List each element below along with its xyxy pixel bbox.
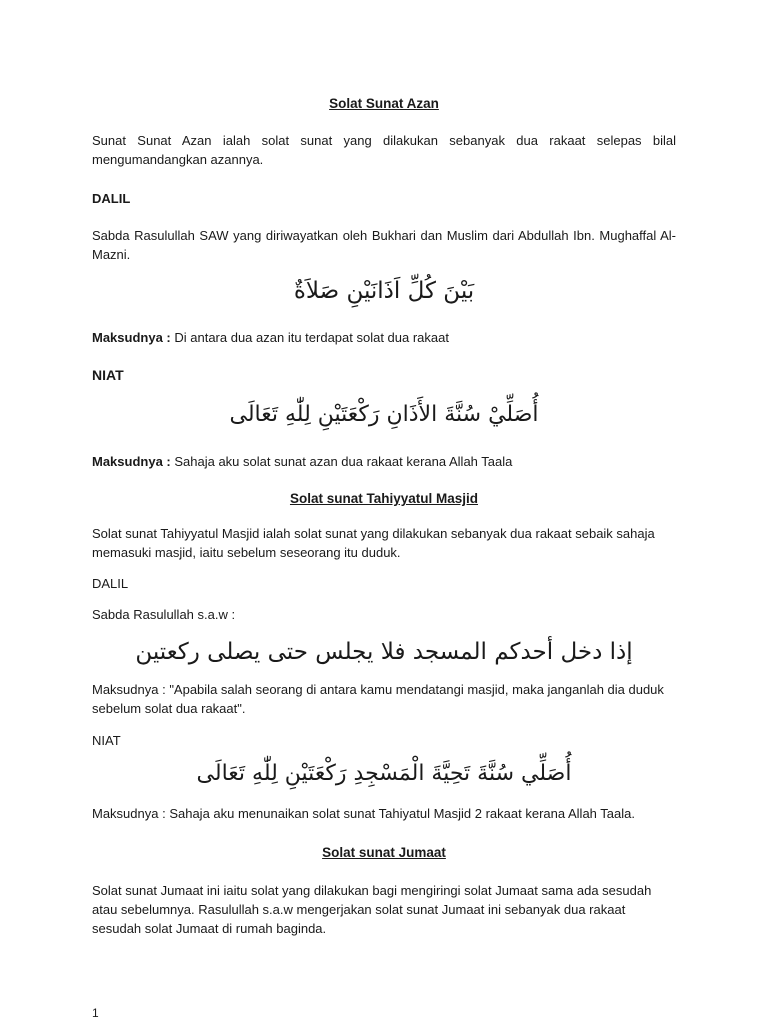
azan-hadith-arabic: بَيْنَ كُلِّ اَذَانَيْنِ صَلاَةٌ	[293, 278, 475, 304]
tahiyyatul-niat-meaning	[92, 804, 676, 823]
tahiyyatul-hadith-arabic: إذا دخل أحدكم المسجد فلا يجلس حتى يصلى ركعتين	[135, 639, 633, 665]
azan-niat-arabic: أُصَلِّيْ سُنَّةَ الأَذَانِ رَكْعَتَيْنِ لِلّٰهِ تَعَالَى	[229, 402, 539, 427]
section-title-tahiyyatul-masjid: Solat sunat Tahiyyatul Masjid	[289, 491, 479, 506]
tahiyyatul-dalil-text: Sabda Rasulullah s.a.w :	[92, 607, 236, 622]
azan-dalil-heading: DALIL	[92, 191, 131, 206]
maksud-text: Di antara dua azan itu terdapat solat dua rakaat	[170, 330, 449, 345]
tahiyyatul-intro-paragraph: Solat sunat Tahiyyatul Masjid ialah solat sunat yang dilakukan sebanyak dua rakaat sebaik sahaja memasuki masjid, iaitu sebelum seseorang itu duduk.	[92, 526, 655, 560]
maksud-label: Maksudnya :	[92, 806, 166, 821]
tahiyyatul-niat-arabic: أُصَلِّي سُنَّةَ تَحِيَّةَ الْمَسْجِدِ رَكْعَتَيْنِ لِلّٰهِ تَعَالَى	[196, 761, 572, 786]
maksud-text: Sahaja aku solat sunat azan dua rakaat kerana Allah Taala	[170, 454, 513, 469]
maksud-label: Maksudnya :	[92, 454, 171, 469]
tahiyyatul-niat-heading: NIAT	[92, 733, 121, 748]
azan-intro-paragraph: Sunat Sunat Azan ialah solat sunat yang dilakukan sebanyak dua rakaat selepas bilal mengumandangkan azannya.	[92, 133, 676, 167]
maksud-text: Sahaja aku menunaikan solat sunat Tahiyatul Masjid 2 rakaat kerana Allah Taala.	[165, 806, 635, 821]
maksud-label: Maksudnya :	[92, 330, 171, 345]
azan-niat-heading: NIAT	[92, 367, 124, 383]
azan-niat-meaning	[92, 452, 676, 471]
tahiyyatul-dalil-heading: DALIL	[92, 576, 129, 591]
jumaat-intro-paragraph: Solat sunat Jumaat ini iaitu solat yang dilakukan bagi mengiringi solat Jumaat sama ada sesudah atau sebelumnya. Rasulullah s.a.w mengerjakan solat sunat Jumaat ini sebanyak dua rakaat sesudah solat Jumaat di rumah baginda.	[92, 883, 652, 936]
azan-dalil-text: Sabda Rasulullah SAW yang diriwayatkan oleh Bukhari dan Muslim dari Abdullah Ibn. Mughaffal Al-Mazni.	[92, 228, 676, 262]
page-number: 1	[92, 1006, 99, 1020]
section-title-azan: Solat Sunat Azan	[329, 96, 439, 111]
azan-hadith-meaning	[92, 328, 676, 347]
section-title-jumaat: Solat sunat Jumaat	[322, 845, 446, 860]
tahiyyatul-hadith-meaning: Maksudnya : "Apabila salah seorang di antara kamu mendatangi masjid, maka janganlah dia duduk sebelum solat dua rakaat".	[92, 682, 664, 716]
